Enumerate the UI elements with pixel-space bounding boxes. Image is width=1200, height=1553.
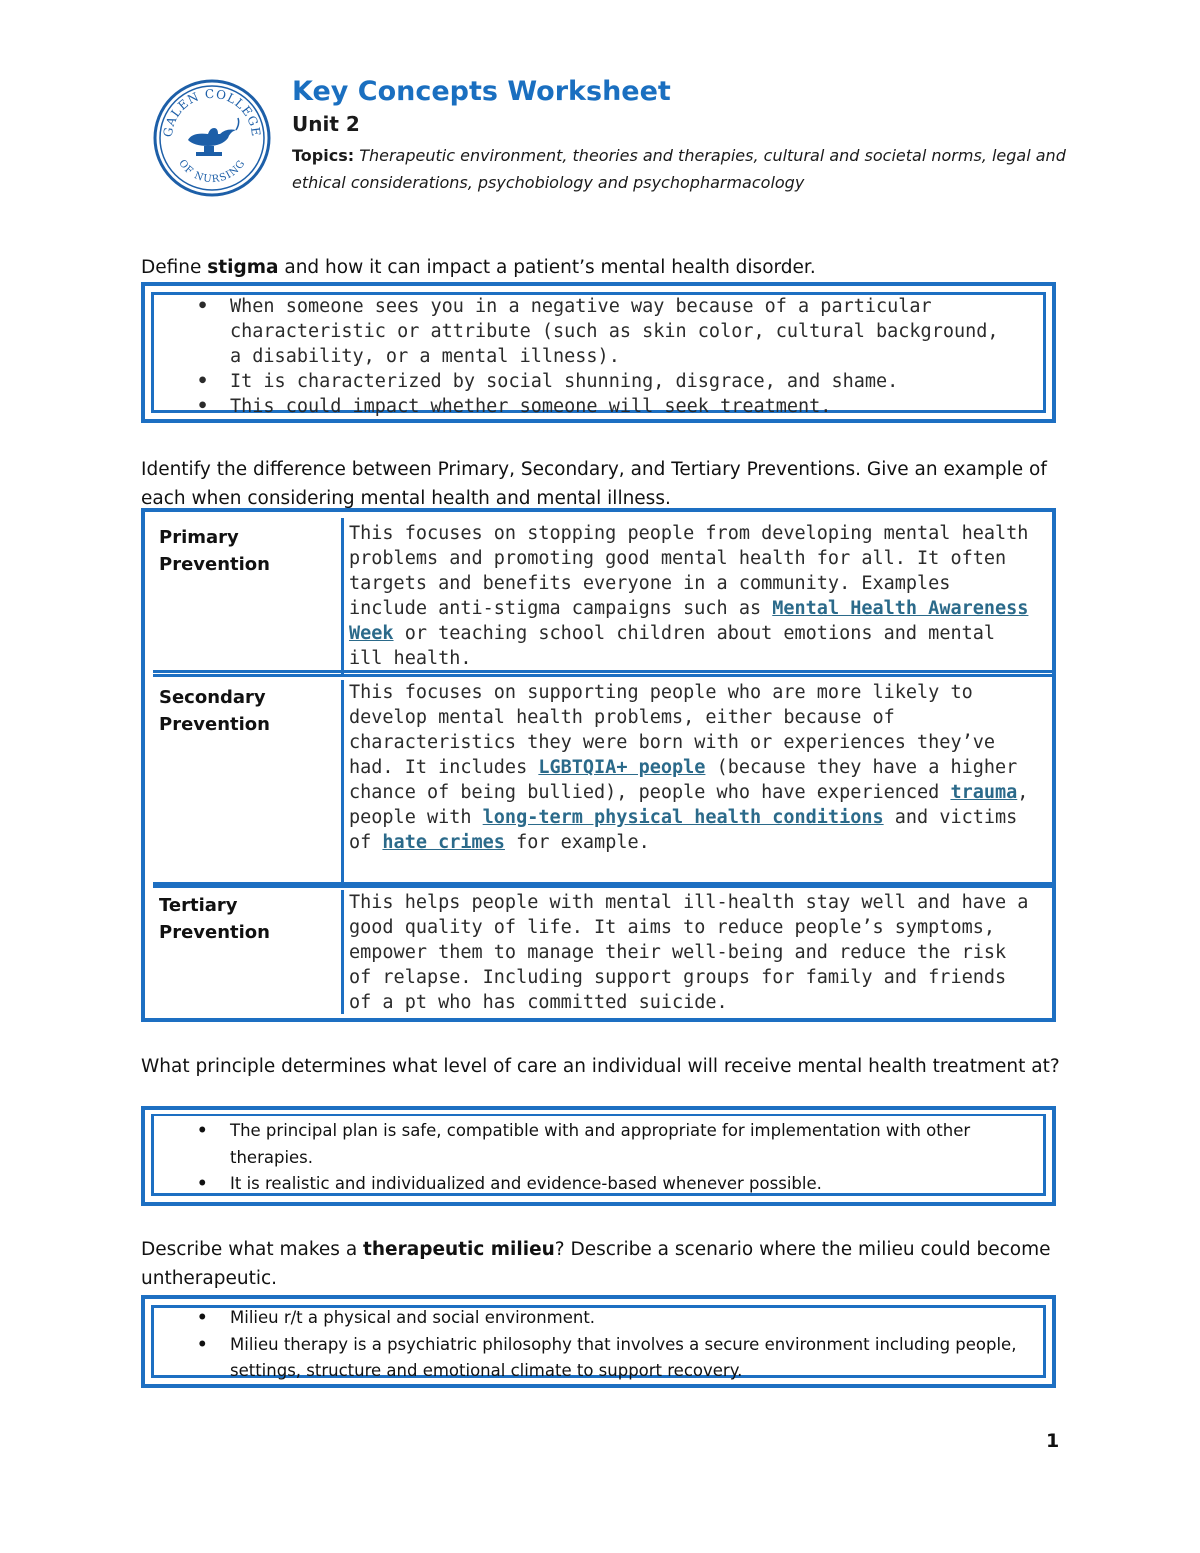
question-therapeutic-milieu: Describe what makes a therapeutic milieu? Describe a scenario where the milieu could become untherapeutic. — [141, 1239, 1051, 1289]
question-level-of-care: What principle determines what level of care an individual will receive mental health treatment at? — [141, 1056, 1060, 1077]
table-row — [153, 518, 1046, 674]
milieu-term: therapeutic milieu — [363, 1239, 555, 1260]
row-text-secondary: This focuses on supporting people who are more likely to develop mental health problems, either because of characteristics they were born with or experiences they’ve had. It includes LGBTQIA+ people (because they have a higher chance of being bullied), people who have experienced trauma, people with long-term physical health conditions and victims of hate crimes for example. — [349, 682, 1029, 853]
list-item: • The principal plan is safe, compatible with and appropriate for implementation with other therapies. — [145, 1118, 1025, 1171]
row-text-primary: This focuses on stopping people from developing mental health problems and promoting good mental health for all. It often targets and benefits everyone in a community. Examples include anti-stigma campaigns such as Mental Health Awareness Week or teaching school children about emotions and mental ill health. — [349, 523, 1029, 669]
link-mental-health-awareness-week[interactable]: Mental Health Awareness Week — [349, 598, 1029, 644]
worksheet-title: Key Concepts Worksheet — [292, 76, 671, 107]
answer-box-milieu — [141, 1295, 1056, 1388]
stigma-term: stigma — [207, 257, 279, 278]
row-label-primary: Primary Prevention — [159, 527, 270, 575]
table-row — [153, 680, 1046, 886]
topics-label: Topics: — [292, 146, 355, 165]
list-item: • It is realistic and individualized and evidence-based whenever possible. — [145, 1171, 1025, 1198]
row-text-tertiary: This helps people with mental ill-health stay well and have a good quality of life. It aims to reduce people’s symptoms, empower them to manage their well-being and reduce the risk of relapse. Including support groups for family and friends of a pt who has committed suicide. — [349, 892, 1029, 1013]
list-item: • When someone sees you in a negative way because of a particular characteristic or attribute (such as skin color, cultural background, a disability, or a mental illness). — [145, 294, 1005, 369]
row-label-secondary: Secondary Prevention — [159, 687, 270, 735]
prevention-table — [141, 508, 1056, 1022]
answer-box-level-of-care — [141, 1106, 1056, 1206]
link-lgbtqia-people[interactable]: LGBTQIA+ people — [538, 757, 706, 778]
list-item: • Milieu therapy is a psychiatric philosophy that involves a secure environment including people, settings, structure and emotional climate to support recovery. — [145, 1332, 1025, 1385]
answer-box-stigma — [141, 282, 1056, 423]
unit-label: Unit 2 — [292, 112, 360, 136]
page-number: 1 — [1046, 1430, 1060, 1452]
college-logo — [152, 78, 272, 198]
question-preventions: Identify the difference between Primary, Secondary, and Tertiary Preventions. Give an example of each when considering mental health and mental illness. — [141, 459, 1047, 509]
topics-line — [292, 142, 1072, 196]
logo-text-bottom: OF NURSING — [176, 157, 248, 186]
topics-text: Therapeutic environment, theories and therapies, cultural and societal norms, legal and ethical considerations, psychobiology and psychopharmacology — [292, 146, 1066, 192]
table-row — [153, 890, 1046, 1014]
logo-text-top: GALEN COLLEGE — [160, 86, 264, 138]
row-label-tertiary: Tertiary Prevention — [159, 895, 270, 943]
link-trauma[interactable]: trauma — [950, 782, 1018, 803]
link-hate-crimes[interactable]: hate crimes — [382, 832, 505, 853]
link-long-term-physical-health-conditions[interactable]: long-term physical health conditions — [482, 807, 884, 828]
question-stigma: Define stigma and how it can impact a patient’s mental health disorder. — [141, 257, 816, 278]
list-item: • It is characterized by social shunning, disgrace, and shame. — [145, 369, 1005, 394]
svg-text:OF NURSING — [176, 158, 248, 185]
list-item: • This could impact whether someone will seek treatment. — [145, 394, 1005, 419]
list-item: • Milieu r/t a physical and social environment. — [145, 1305, 1025, 1332]
